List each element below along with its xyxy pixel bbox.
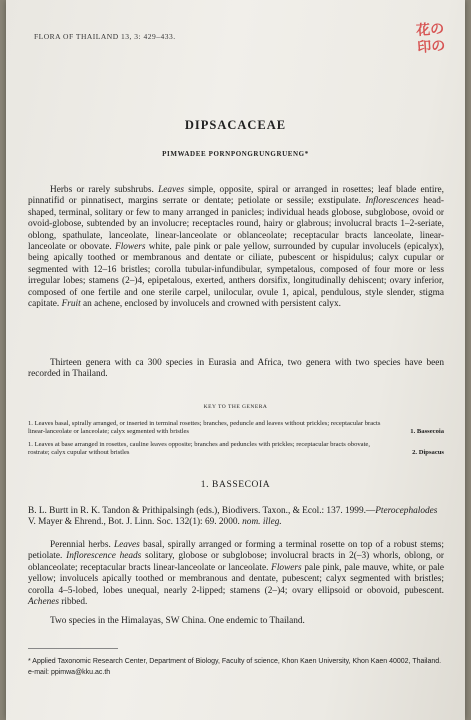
running-head: FLORA OF THAILAND 13, 3: 429–433.: [34, 32, 176, 41]
family-title: DIPSACACEAE: [184, 118, 287, 132]
genus-citation: B. L. Burtt in R. K. Tandon & Prithipalsingh (eds.), Biodivers. Taxon., & Ecol.: 137. 1999.—Pterocephalodes V. Mayer & Ehrend., Bot. J. Linn. Soc. 132(1): 69. 2000. nom. illeg.: [28, 506, 438, 528]
genus-heading: 1. BASSECOIA: [200, 480, 271, 490]
genus-description: Perennial herbs. Leaves basal, spirally arranged or forming a terminal rosette on top of a robust stems; petiolate. Inflorescence heads solitary, globose or subglobose; involucral bracts in 2(–3) whorls, oblong, or oblanceolate; receptacular bracts linear-lanceolate or lanceolate. Flowers pale pink, pale mauve, white, or pale yellow; involucels apically toothed or membranous and dentate, pubescent; calyx segmented with bristles; corolla 4–5-lobed, lobes unequal, nearly 2-lipped; stamens (2–)4; ovary ellipsoid or obovoid, pubescent. Achenes ribbed.: [28, 540, 445, 608]
genus-distribution: Two species in the Himalayas, SW China. One endemic to Thailand.: [50, 616, 305, 626]
key-couplet-2: [28, 441, 444, 458]
footnote: * Applied Taxonomic Research Center, Department of Biology, Faculty of science, Khon Kaen University, Khon Kaen 40002, Thailand. e-mail: ppimwa@kku.ac.th: [28, 658, 442, 676]
family-distribution: Thirteen genera with ca 300 species in Eurasia and Africa, two genera with two species have been recorded in Thailand.: [28, 358, 444, 380]
author-name: PIMWADEE PORNPONGRUNGRUENG*: [162, 150, 309, 158]
key-couplet-1: [28, 420, 444, 437]
key-result: 1. Bassecoia: [410, 428, 444, 436]
key-text: 1. Leaves at base arranged in rosettes, cauline leaves opposite; branches and peduncles with prickles; receptacular bracts obovate, rostrate; calyx cupular without bristles: [28, 441, 371, 457]
footnote-rule: [28, 648, 118, 649]
key-result: 2. Dipsacus: [412, 449, 444, 457]
red-stamp: 花の 印の: [415, 21, 446, 56]
family-description: Herbs or rarely subshrubs. Leaves simple, opposite, spiral or arranged in rosettes; leaf blade entire, pinnatifid or pinnatisect, margins serrate or dentate; petiolate or sessile; exstipulate. Inflorescences head-shaped, terminal, solitary or few to many arranged in panicles; individual heads globose, subglobose, ovoid or ovoid-globose, subtended by an involucre; receptacles round, hairy or glabrous; involucral bracts 1–2-seriate, oblong, spathulate, lanceolate, linear-lanceolate or oblanceolate; receptacular bracts lanceolate, linear-lanceolate or obovate. Flowers white, pale pink or pale yellow, surrounded by cupular involucels (epicalyx), being apically toothed or membranous and dentate or ciliate, pubescent or hispidulus; calyx cupular or segmented with 12–16 bristles; corolla tubular-infundibular, sympetalous, composed of four more or less irregular lobes; stamens (2–)4, epipetalous, exerted, anthers dorsifix, longitudinally dehiscent; ovary inferior, composed of one fertile and one sterile carpel, unilocular, ovule 1, apical, pendulous, style slender, stigma capitate. Fruit an achene, enclosed by involucels and crowned with persistent calyx.: [28, 185, 445, 310]
document-page: [6, 0, 465, 720]
key-heading: KEY TO THE GENERA: [203, 404, 268, 410]
key-text: 1. Leaves basal, spirally arranged, or inserted in terminal rosettes; branches, peduncle and leaves without prickles; receptacular bracts linear-lanceolate or lanceolate; calyx segmented with bristles: [28, 420, 381, 436]
